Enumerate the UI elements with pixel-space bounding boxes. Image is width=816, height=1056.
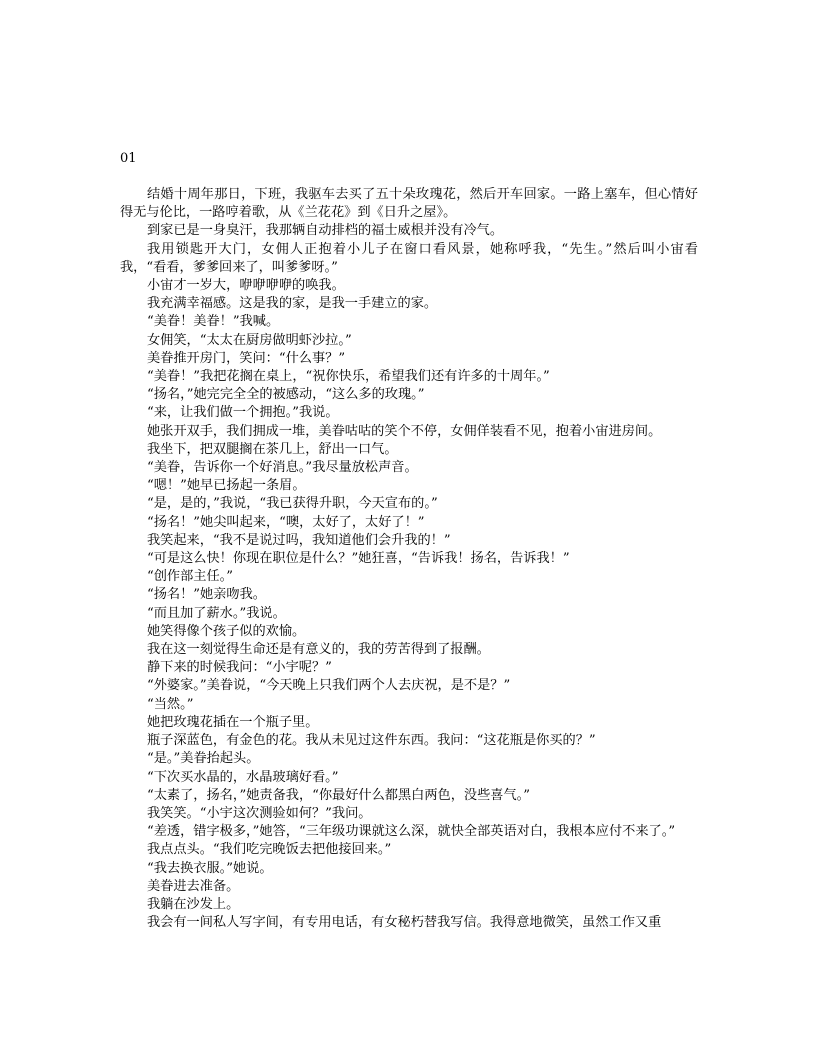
paragraph: “是，是的，”我说，“我已获得升职，今天宣布的。” [147,496,438,512]
paragraph: “嗯！”她早已扬起一条眉。 [147,478,306,494]
paragraph: 她把玫瑰花插在一个瓶子里。 [147,714,319,730]
paragraph: “太素了，扬名，”她责备我，“你最好什么都黑白两色，没些喜气。” [147,787,531,803]
paragraph: “扬名！”她尖叫起来，“噢，太好了，太好了！” [147,514,425,530]
paragraph: 美眷进去准备。 [147,878,240,894]
paragraph: “创作部主任。” [147,569,234,585]
paragraph: 结婚十周年那日，下班，我驱车去买了五十朵玫瑰花，然后开车回家。一路上塞车，但心情好得无与伦比，一路哼着歌，从《兰花花》到《日升之屋》。 [120,187,698,221]
paragraph: 我笑起来，“我不是说过吗，我知道他们会升我的！” [147,532,451,548]
paragraph: 我躺在沙发上。 [147,896,240,912]
paragraph: 我点点头。“我们吃完晚饭去把他接回来。” [147,842,392,858]
paragraph: 美眷推开房门，笑问：“什么事？” [147,350,346,366]
paragraph: “来，让我们做一个拥抱。”我说。 [147,405,339,421]
paragraph: “美眷！”我把花搁在桌上，“祝你快乐，希望我们还有许多的十周年。” [147,369,550,385]
paragraph: 我坐下，把双腿搁在茶几上，舒出一口气。 [147,441,398,457]
paragraph: 我笑笑。“小宇这次测验如何？”我问。 [147,805,372,821]
paragraph: “扬名，”她完完全全的被感动，“这么多的玫瑰。” [147,387,425,403]
paragraph: 我会有一间私人写字间，有专用电话，有女秘朽替我写信。我得意地微笑，虽然工作又重 [147,915,662,931]
chapter-number: 01 [120,151,137,166]
paragraph: 到家已是一身臭汗，我那辆自动排档的福士威根并没有冷气。 [147,223,504,239]
paragraph: 我用锁匙开大门，女佣人正抱着小儿子在窗口看风景，她称呼我，“先生。”然后叫小宙看我，“看看，爹爹回来了，叫爹爹呀。” [120,241,698,275]
paragraph: 她笑得像个孩子似的欢愉。 [147,623,306,639]
paragraph: “美眷，告诉你一个好消息。”我尽量放松声音。 [147,460,418,476]
paragraph: “我去换衣服。”她说。 [147,860,273,876]
paragraph: 我在这一刻觉得生命还是有意义的，我的劳苦得到了报酬。 [147,642,490,658]
paragraph: 她张开双手，我们拥成一堆，美眷咕咕的笑个不停，女佣佯装看不见，抱着小宙进房间。 [147,423,662,439]
paragraph: 我充满幸福感。这是我的家，是我一手建立的家。 [147,296,438,312]
paragraph: 小宙才一岁大，咿咿咿咿的唤我。 [147,278,345,294]
paragraph: “可是这么快！你现在职位是什么？”她狂喜，“告诉我！扬名，告诉我！” [147,551,570,567]
story-body [120,186,698,932]
paragraph: “外婆家。”美眷说，“今天晚上只我们两个人去庆祝，是不是？” [147,678,511,694]
paragraph: “而且加了薪水。”我说。 [147,605,286,621]
paragraph: “扬名！”她亲吻我。 [147,587,266,603]
paragraph: 女佣笑，“太太在厨房做明虾沙拉。” [147,332,352,348]
paragraph: “是。”美眷抬起头。 [147,751,260,767]
paragraph: “下次买水晶的，水晶玻璃好看。” [147,769,339,785]
paragraph: “差透，错字极多，”她答，“三年级功课就这么深，就快全部英语对白，我根本应付不来了。” [147,824,676,840]
paragraph: 静下来的时候我问：“小宇呢？” [147,660,332,676]
paragraph: “美眷！美眷！”我喊。 [147,314,280,330]
paragraph: “当然。” [147,696,194,712]
paragraph: 瓶子深蓝色，有金色的花。我从未见过这件东西。我问：“这花瓶是你买的？” [147,733,596,749]
